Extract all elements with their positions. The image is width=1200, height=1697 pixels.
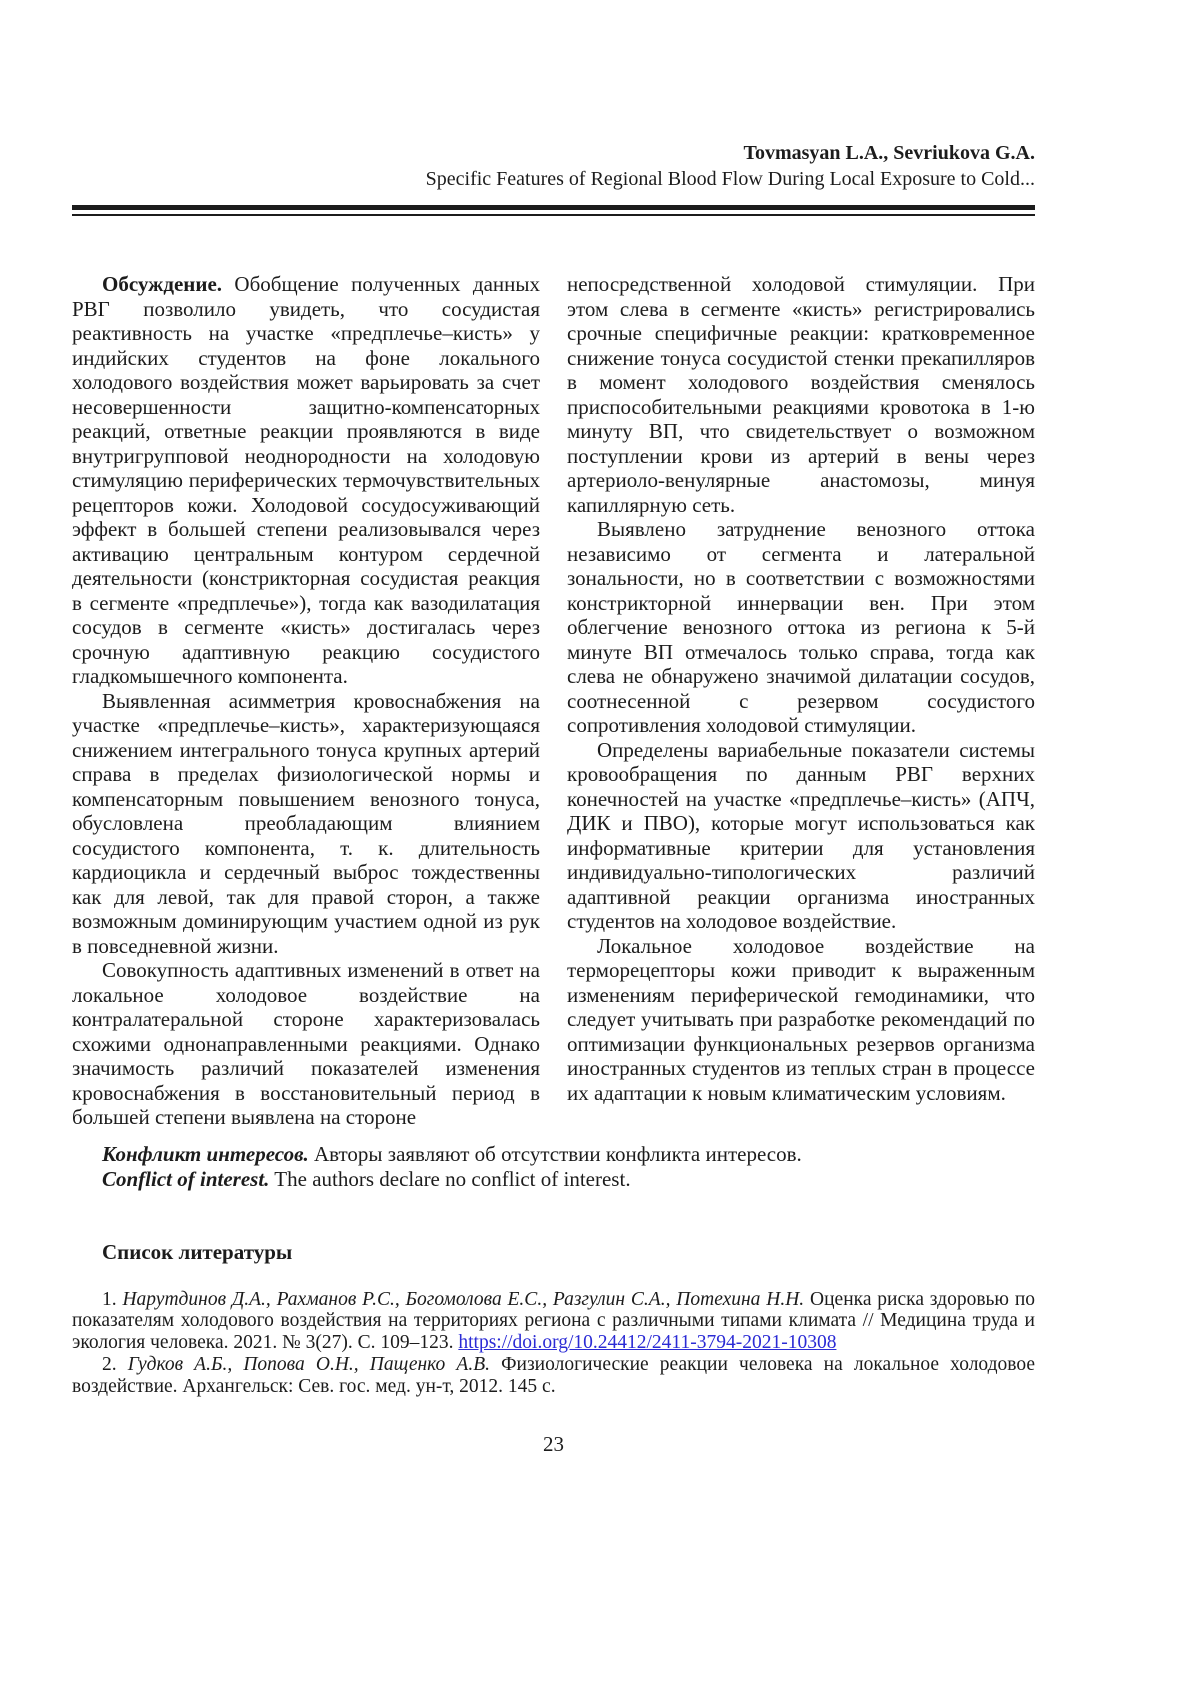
running-header-authors: Tovmasyan L.A., Sevriukova G.A. bbox=[743, 142, 1035, 164]
right-column bbox=[567, 272, 1035, 1130]
conflict-line-en bbox=[72, 1167, 1035, 1193]
conflict-text-en: The authors declare no conflict of interest. bbox=[274, 1167, 631, 1191]
page-number: 23 bbox=[543, 1432, 564, 1457]
conflict-line-ru bbox=[72, 1142, 1035, 1168]
body-paragraph: Совокупность адаптивных изменений в ответ на локальное холодовое воздействие на контралатеральной стороне характеризовалась схожими однонаправленными реакциями. Однако значимость различий показателей изменения кровоснабжения в восстановительный период в большей степени выявлена на стороне bbox=[72, 958, 540, 1129]
body-columns bbox=[72, 272, 1035, 1130]
body-paragraph bbox=[72, 272, 540, 689]
reference-item bbox=[72, 1354, 1035, 1398]
double-rule bbox=[72, 205, 1035, 216]
reference-text: Физиологические реакции человека на локальное холодовое воздействие. Архангельск: Сев. гос. мед. ун-т, 2012. 145 с. bbox=[72, 1353, 1035, 1397]
conflict-lead-en: Conflict of interest. bbox=[102, 1167, 270, 1191]
conflict-text-ru: Авторы заявляют об отсутствии конфликта интересов. bbox=[313, 1141, 802, 1166]
body-paragraph: Выявлено затруднение венозного оттока независимо от сегмента и латеральной зональности, но в соответствии с возможностями констрикторной иннервации вен. При этом облегчение венозного оттока из региона к 5-й минуте ВП отмечалось только справа, тогда как слева не обнаружено значимой дилатации сосудов, соотнесенной с резервом сосудистого сопротивления холодовой стимуляции. bbox=[567, 517, 1035, 737]
reference-text: Оценка риска здоровью по показателям холодового воздействия на территориях региона с различными типами климата // Медицина труда и экология человека. 2021. № 3(27). С. 109–123. bbox=[72, 1288, 1036, 1354]
paragraph-lead: Обсуждение. bbox=[102, 272, 223, 296]
running-header bbox=[72, 140, 1035, 192]
doi-link[interactable]: https://doi.org/10.24412/2411-3794-2021-10308 bbox=[458, 1332, 837, 1354]
reference-authors: Нарутдинов Д.А., Рахманов Р.С., Богомолова Е.С., Разгулин С.А., Потехина Н.Н. bbox=[122, 1288, 805, 1310]
left-column bbox=[72, 272, 540, 1130]
reference-number: 1. bbox=[102, 1288, 117, 1310]
conflict-lead-ru: Конфликт интересов. bbox=[102, 1141, 309, 1166]
running-header-title: Specific Features of Regional Blood Flow During Local Exposure to Cold... bbox=[425, 168, 1035, 190]
reference-number: 2. bbox=[102, 1353, 117, 1375]
reference-authors: Гудков А.Б., Попова О.Н., Пащенко А.В. bbox=[127, 1353, 490, 1375]
body-paragraph: непосредственной холодовой стимуляции. При этом слева в сегменте «кисть» регистрировались срочные специфичные реакции: кратковременное снижение тонуса сосудистой стенки прекапилляров в момент холодового воздействия сменялось приспособительными реакциями кровотока в 1-ю минуту ВП, что свидетельствует о возможном поступлении крови из артерий в вены через артериоло-венулярные анастомозы, минуя капиллярную сеть. bbox=[567, 272, 1035, 517]
references-list bbox=[72, 1289, 1035, 1398]
body-paragraph: Локальное холодовое воздействие на терморецепторы кожи приводит к выраженным изменениям периферической гемодинамики, что следует учитывать при разработке рекомендаций по оптимизации функциональных резервов организма иностранных студентов из теплых стран в процессе их адаптации к новым климатическим условиям. bbox=[567, 933, 1035, 1105]
body-paragraph: Определены вариабельные показатели системы кровообращения по данным РВГ верхних конечностей на участке «предплечье–кисть» (АПЧ, ДИК и ПВО), которые могут использоваться как информативные критерии для установления индивидуально-типологических различий адаптивной реакции организма иностранных студентов на холодовое воздействие. bbox=[567, 737, 1035, 933]
reference-item bbox=[72, 1289, 1035, 1354]
body-paragraph: Выявленная асимметрия кровоснабжения на участке «предплечье–кисть», характеризующаяся снижением интегрального тонуса крупных артерий справа в пределах физиологической нормы и компенсаторным повышением венозного тонуса, обусловлена преобладающим влиянием сосудистого компонента, т. к. длительность кардиоцикла и сердечный выброс тождественны как для левой, так для правой сторон, а также возможным доминирующим участием одной из рук в повседневной жизни. bbox=[72, 688, 540, 958]
paragraph-text: Обобщение полученных данных РВГ позволило увидеть, что сосудистая реактивность на участке «предплечье–кисть» у индийских студентов на фоне локального холодового воздействия может варьировать за счет несовершенности защитно-компенсаторных реакций, ответные реакции проявляются в виде внутригрупповой неоднородности на холодовую стимуляцию периферических термочувствительных рецепторов кожи. Холодовой сосудосуживающий эффект в большей степени реализовывался через активацию центральным контуром сердечной деятельности (констрикторная сосудистая реакция в сегменте «предплечье»), тогда как вазодилатация сосудов в сегменте «кисть» достигалась через срочную адаптивную реакцию сосудистого гладкомышечного компонента. bbox=[72, 272, 540, 688]
references-heading: Список литературы bbox=[102, 1239, 293, 1264]
conflict-of-interest-block bbox=[72, 1142, 1035, 1193]
